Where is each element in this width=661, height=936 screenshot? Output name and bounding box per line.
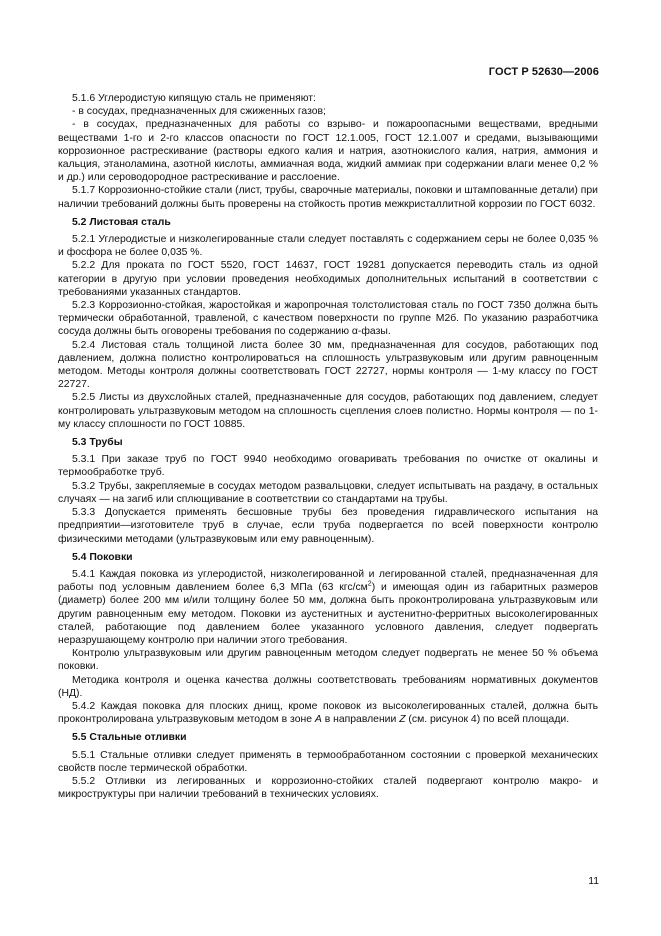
paragraph-5-3-2: 5.3.2 Трубы, закрепляемые в сосудах методом развальцовки, следует испытывать на раздачу, в остальных случаях — на загиб или сплющивание в соответствии со стандартами на трубы. bbox=[58, 480, 598, 505]
document-body bbox=[58, 92, 598, 801]
page-number: 11 bbox=[588, 876, 599, 887]
paragraph-5-1-6: 5.1.6 Углеродистую кипящую сталь не применяют: bbox=[72, 93, 316, 104]
section-heading-5-4: 5.4 Поковки bbox=[72, 551, 133, 563]
zone-label: А bbox=[314, 714, 322, 726]
superscript-2: 2 bbox=[367, 580, 372, 588]
section-heading-5-3: 5.3 Трубы bbox=[72, 437, 123, 449]
paragraph-5-2-1: 5.2.1 Углеродистые и низколегированные стали следует поставлять с содержанием серы не более 0,035 % и фосфора не более 0,035 %. bbox=[58, 234, 598, 259]
paragraph-5-1-6-item-b: - в сосудах, предназначенных для работы со взрыво- и пожароопасными веществами, вредными веществами 1-го и 2-го классов опасности по ГОСТ 12.1.005, ГОСТ 12.1.007 и средами, вызывающими коррозионное растрескивание (растворы едкого калия и натрия, азотнокислого калия, натрия, аммония и кальция, этаноламина, азотной кислоты, аммиачная вода, жидкий аммиак при содержании влаги менее 0,2 % и др.) или сероводородное растрескивание и расслоение. bbox=[58, 119, 598, 184]
paragraph-5-4-2-part-b: в направлении bbox=[321, 714, 400, 726]
paragraph-5-1-6-item-a: - в сосудах, предназначенных для сжиженных газов; bbox=[72, 106, 326, 118]
section-heading-5-5: 5.5 Стальные отливки bbox=[72, 732, 187, 744]
paragraph-5-4-1-method: Методика контроля и оценка качества должны соответствовать требованиям нормативных документов (НД). bbox=[58, 674, 598, 699]
paragraph-5-4-1-control: Контролю ультразвуковым или другим равноценным методом следует подвергать не менее 50 % объема поковки. bbox=[58, 648, 598, 673]
paragraph-5-1-7: 5.1.7 Коррозионно-стойкие стали (лист, трубы, сварочные материалы, поковки и штампованные детали) при наличии требований должны быть проверены на стойкость против межкристаллитной коррозии по ГОСТ 6032. bbox=[58, 185, 598, 210]
paragraph-5-2-2: 5.2.2 Для проката по ГОСТ 5520, ГОСТ 14637, ГОСТ 19281 допускается переводить сталь из одной категории в другую при условии проведения необходимых дополнительных испытаний в соответствии с требованиями указанных стандартов. bbox=[58, 260, 598, 298]
paragraph-5-4-2 bbox=[58, 700, 598, 726]
paragraph-5-4-1 bbox=[58, 568, 598, 647]
paragraph-5-5-1: 5.5.1 Стальные отливки следует применять в термообработанном состоянии с проверкой механических свойств после термической обработки. bbox=[58, 749, 598, 774]
paragraph-5-4-2-part-a: 5.4.2 Каждая поковка для плоских днищ, кроме поковок из высоколегированных сталей, должна быть проконтролирована ультразвуковым методом в зоне bbox=[58, 700, 598, 726]
paragraph-5-2-5: 5.2.5 Листы из двухслойных сталей, предназначенные для сосудов, работающих под давлением, следует контролировать ультразвуковым методом на сплошность сцепления слоев полистно. Нормы контроля — по 1-му классу сплошности по ГОСТ 10885. bbox=[58, 392, 598, 430]
paragraph-5-4-1-part-b: ) и имеющая один из габаритных размеров (диаметр) более 200 мм и/или толщину более 50 мм, должна быть проконтролирована ультразвуковым или другим равноценным ему методом. Поковки из аустенитных и аустенитно-ферритных высоколегированных сталей, работающие под давлением более указанного условного давления, следует подвергать неразрушающему контролю при наличии этого требования. bbox=[58, 582, 598, 646]
paragraph-5-2-4: 5.2.4 Листовая сталь толщиной листа более 30 мм, предназначенная для сосудов, работающих под давлением, должна полистно контролироваться на сплошность ультразвуковым или другим равноценным методом. Методы контроля должны соответствовать ГОСТ 22727, нормы контроля — 1-му классу по ГОСТ 22727. bbox=[58, 339, 598, 391]
paragraph-5-4-2-part-c: (см. рисунок 4) по всей площади. bbox=[405, 714, 570, 726]
paragraph-5-5-2: 5.5.2 Отливки из легированных и коррозионно-стойких сталей подвергают контролю макро- и микроструктуры при наличии требований в технических условиях. bbox=[58, 775, 598, 801]
paragraph-5-4-1-part-a: 5.4.1 Каждая поковка из углеродистой, низколегированной и легированной сталей, предназначенная для работы под условным давлением более 6,3 МПа (63 кгс/см bbox=[58, 568, 598, 594]
paragraph-5-3-3: 5.3.3 Допускается применять бесшовные трубы без проведения гидравлического испытания на предприятии—изготовителе труб в случае, если труба подвергается по всей поверхности контролю физическими методами (ультразвуковым или ему равноценным). bbox=[58, 507, 598, 545]
paragraph-5-3-1: 5.3.1 При заказе труб по ГОСТ 9940 необходимо оговаривать требования по очистке от окалины и термообработке труб. bbox=[58, 454, 598, 479]
section-heading-5-2: 5.2 Листовая сталь bbox=[72, 216, 171, 228]
document-id-header: ГОСТ Р 52630—2006 bbox=[488, 66, 599, 78]
paragraph-5-2-3: 5.2.3 Коррозионно-стойкая, жаростойкая и жаропрочная толстолистовая сталь по ГОСТ 7350 должна быть термически обработанной, травленой, с качеством поверхности по группе М2б. По указанию разработчика сосуда должны быть оговорены требования по содержанию α-фазы. bbox=[58, 300, 598, 338]
direction-label: Z bbox=[399, 714, 406, 726]
